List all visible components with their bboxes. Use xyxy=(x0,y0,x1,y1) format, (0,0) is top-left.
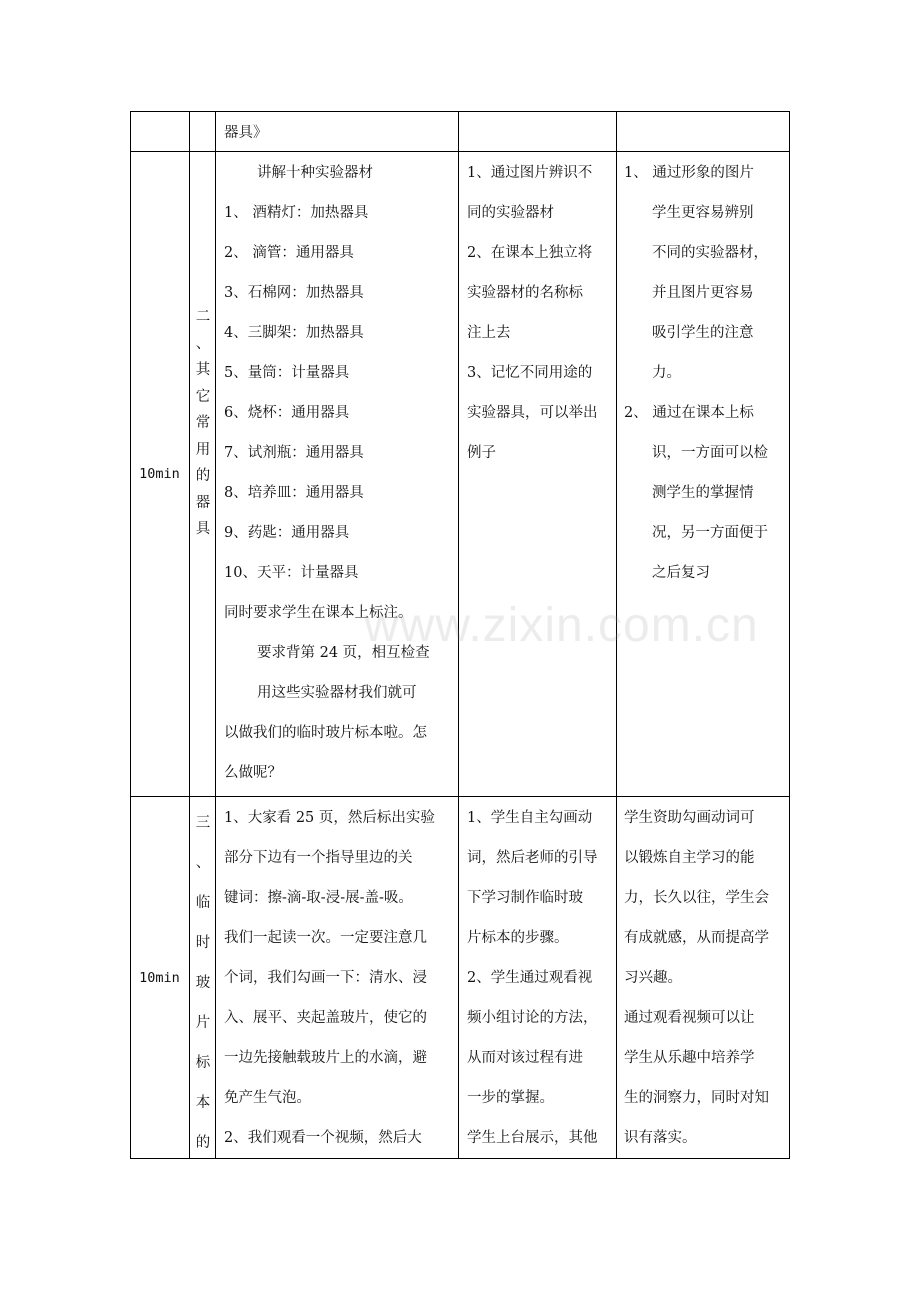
content-line: 入、展平、夹起盖玻片，使它的 xyxy=(224,1010,427,1026)
content-cell xyxy=(224,798,435,1158)
content-line: 以做我们的临时玻片标本啦。怎 xyxy=(224,725,427,741)
content-line: 同时要求学生在课本上标注。 xyxy=(224,605,413,621)
purpose-line: 有成就感，从而提高学 xyxy=(624,930,769,946)
section-char: 它 xyxy=(195,388,211,405)
section-char: 临 xyxy=(195,895,211,911)
section-char: 具 xyxy=(195,521,211,537)
student-line: 注上去 xyxy=(467,325,511,341)
content-line: 一边先接触载玻片上的水滴，避 xyxy=(224,1050,427,1066)
purpose-line: 测学生的掌握情 xyxy=(652,485,754,501)
section-title-vertical xyxy=(190,803,216,1163)
table-row-divider-2 xyxy=(130,796,790,797)
content-line: 8、培养皿：通用器具 xyxy=(224,485,364,501)
content-line: 么做呢？ xyxy=(224,765,282,781)
purpose-line: 学生更容易辨别 xyxy=(652,205,754,221)
student-line: 实验器材的名称标 xyxy=(467,285,583,301)
section-char: 玻 xyxy=(195,975,211,991)
student-line: 实验器具，可以举出 xyxy=(467,405,598,421)
purpose-line: 通过观看视频可以让 xyxy=(624,1010,755,1026)
content-line: 个词，我们勾画一下：清水、浸 xyxy=(224,970,427,986)
purpose-line: 1、 通过形象的图片 xyxy=(624,165,754,181)
content-line: 1、大家看 25 页，然后标出实验 xyxy=(224,810,435,826)
student-line: 下学习制作临时玻 xyxy=(467,890,583,906)
student-line: 1、通过图片辨识不 xyxy=(467,165,593,181)
section-char: 其 xyxy=(195,362,211,378)
student-line: 学生上台展示，其他 xyxy=(467,1130,598,1146)
purpose-line: 学生从乐趣中培养学 xyxy=(624,1050,755,1066)
table-border-right xyxy=(789,111,790,1159)
student-line: 同的实验器材 xyxy=(467,205,554,221)
content-text: 器具》 xyxy=(224,125,268,141)
purpose-line: 况，另一方面便于 xyxy=(652,525,768,541)
table-border-top xyxy=(130,111,790,112)
content-line: 用这些实验器材我们就可 xyxy=(257,685,417,701)
purpose-line: 之后复习 xyxy=(652,565,710,581)
purpose-line: 学生资助勾画动词可 xyxy=(624,810,755,826)
content-line: 部分下边有一个指导里边的关 xyxy=(224,850,413,866)
content-line: 讲解十种实验器材 xyxy=(257,165,373,181)
student-line: 从而对该过程有进 xyxy=(467,1050,583,1066)
content-line: 免产生气泡。 xyxy=(224,1090,311,1106)
section-char: 用 xyxy=(195,441,211,458)
student-line: 1、学生自主勾画动 xyxy=(467,810,593,826)
student-line: 2、在课本上独立将 xyxy=(467,245,593,261)
table-row-divider-1 xyxy=(130,151,790,152)
purpose-line: 识，一方面可以检 xyxy=(652,445,768,461)
purpose-line: 生的洞察力，同时对知 xyxy=(624,1090,769,1106)
purpose-line: 不同的实验器材， xyxy=(652,245,768,261)
content-line: 5、量筒：计量器具 xyxy=(224,365,350,381)
student-line: 3、记忆不同用途的 xyxy=(467,365,593,381)
section-char: 片 xyxy=(195,1015,211,1031)
section-char: 、 xyxy=(195,335,211,352)
section-char: 三 xyxy=(195,815,211,831)
purpose-line: 识有落实。 xyxy=(624,1130,697,1146)
design-purpose-cell xyxy=(624,153,768,593)
section-char: 标 xyxy=(195,1055,211,1071)
content-line: 3、石棉网：加热器具 xyxy=(224,285,364,301)
content-line: 9、药匙：通用器具 xyxy=(224,525,350,541)
content-cell xyxy=(224,153,430,793)
purpose-line: 2、 通过在课本上标 xyxy=(624,405,754,421)
content-line: 2、 滴管：通用器具 xyxy=(224,245,354,261)
table-border-bottom xyxy=(130,1158,790,1159)
content-line: 6、烧杯：通用器具 xyxy=(224,405,350,421)
student-activity-cell xyxy=(467,798,598,1158)
time-cell: 10min xyxy=(139,970,180,986)
purpose-line: 并且图片更容易 xyxy=(652,285,754,301)
design-purpose-cell xyxy=(624,798,769,1158)
student-line: 一步的掌握。 xyxy=(467,1090,554,1106)
content-line: 键词：擦-滴-取-浸-展-盖-吸。 xyxy=(224,890,413,906)
student-line: 词，然后老师的引导 xyxy=(467,850,598,866)
content-line: 7、试剂瓶：通用器具 xyxy=(224,445,364,461)
purpose-line: 习兴趣。 xyxy=(624,970,682,986)
time-cell: 10min xyxy=(139,466,180,482)
section-char: 常 xyxy=(195,415,211,431)
section-char: 的 xyxy=(195,468,211,484)
content-cell xyxy=(224,115,268,151)
section-char: 二 xyxy=(195,309,211,325)
purpose-line: 力。 xyxy=(652,365,681,381)
student-line: 例子 xyxy=(467,445,496,461)
content-line: 要求背第 24 页，相互检查 xyxy=(257,645,430,661)
section-title-vertical xyxy=(190,304,216,543)
section-char: 时 xyxy=(195,935,211,951)
content-line: 1、 酒精灯：加热器具 xyxy=(224,205,369,221)
content-line: 10、天平：计量器具 xyxy=(224,565,359,581)
student-line: 片标本的步骤。 xyxy=(467,930,569,946)
purpose-line: 力，长久以往，学生会 xyxy=(624,890,769,906)
section-char: 本 xyxy=(195,1095,211,1111)
section-char: 器 xyxy=(195,494,211,511)
student-activity-cell xyxy=(467,153,598,473)
purpose-line: 以锻炼自主学习的能 xyxy=(624,850,755,866)
table-border-left xyxy=(130,111,131,1159)
content-line: 4、三脚架：加热器具 xyxy=(224,325,364,341)
purpose-line: 吸引学生的注意 xyxy=(652,325,754,341)
content-line: 2、我们观看一个视频，然后大 xyxy=(224,1130,422,1146)
content-line: 我们一起读一次。一定要注意几 xyxy=(224,930,427,946)
student-line: 频小组讨论的方法， xyxy=(467,1010,598,1026)
section-char: 的 xyxy=(195,1135,211,1151)
section-char: 、 xyxy=(195,855,211,871)
watermark: www.zixin.com.cn xyxy=(364,599,759,652)
student-line: 2、学生通过观看视 xyxy=(467,970,593,986)
